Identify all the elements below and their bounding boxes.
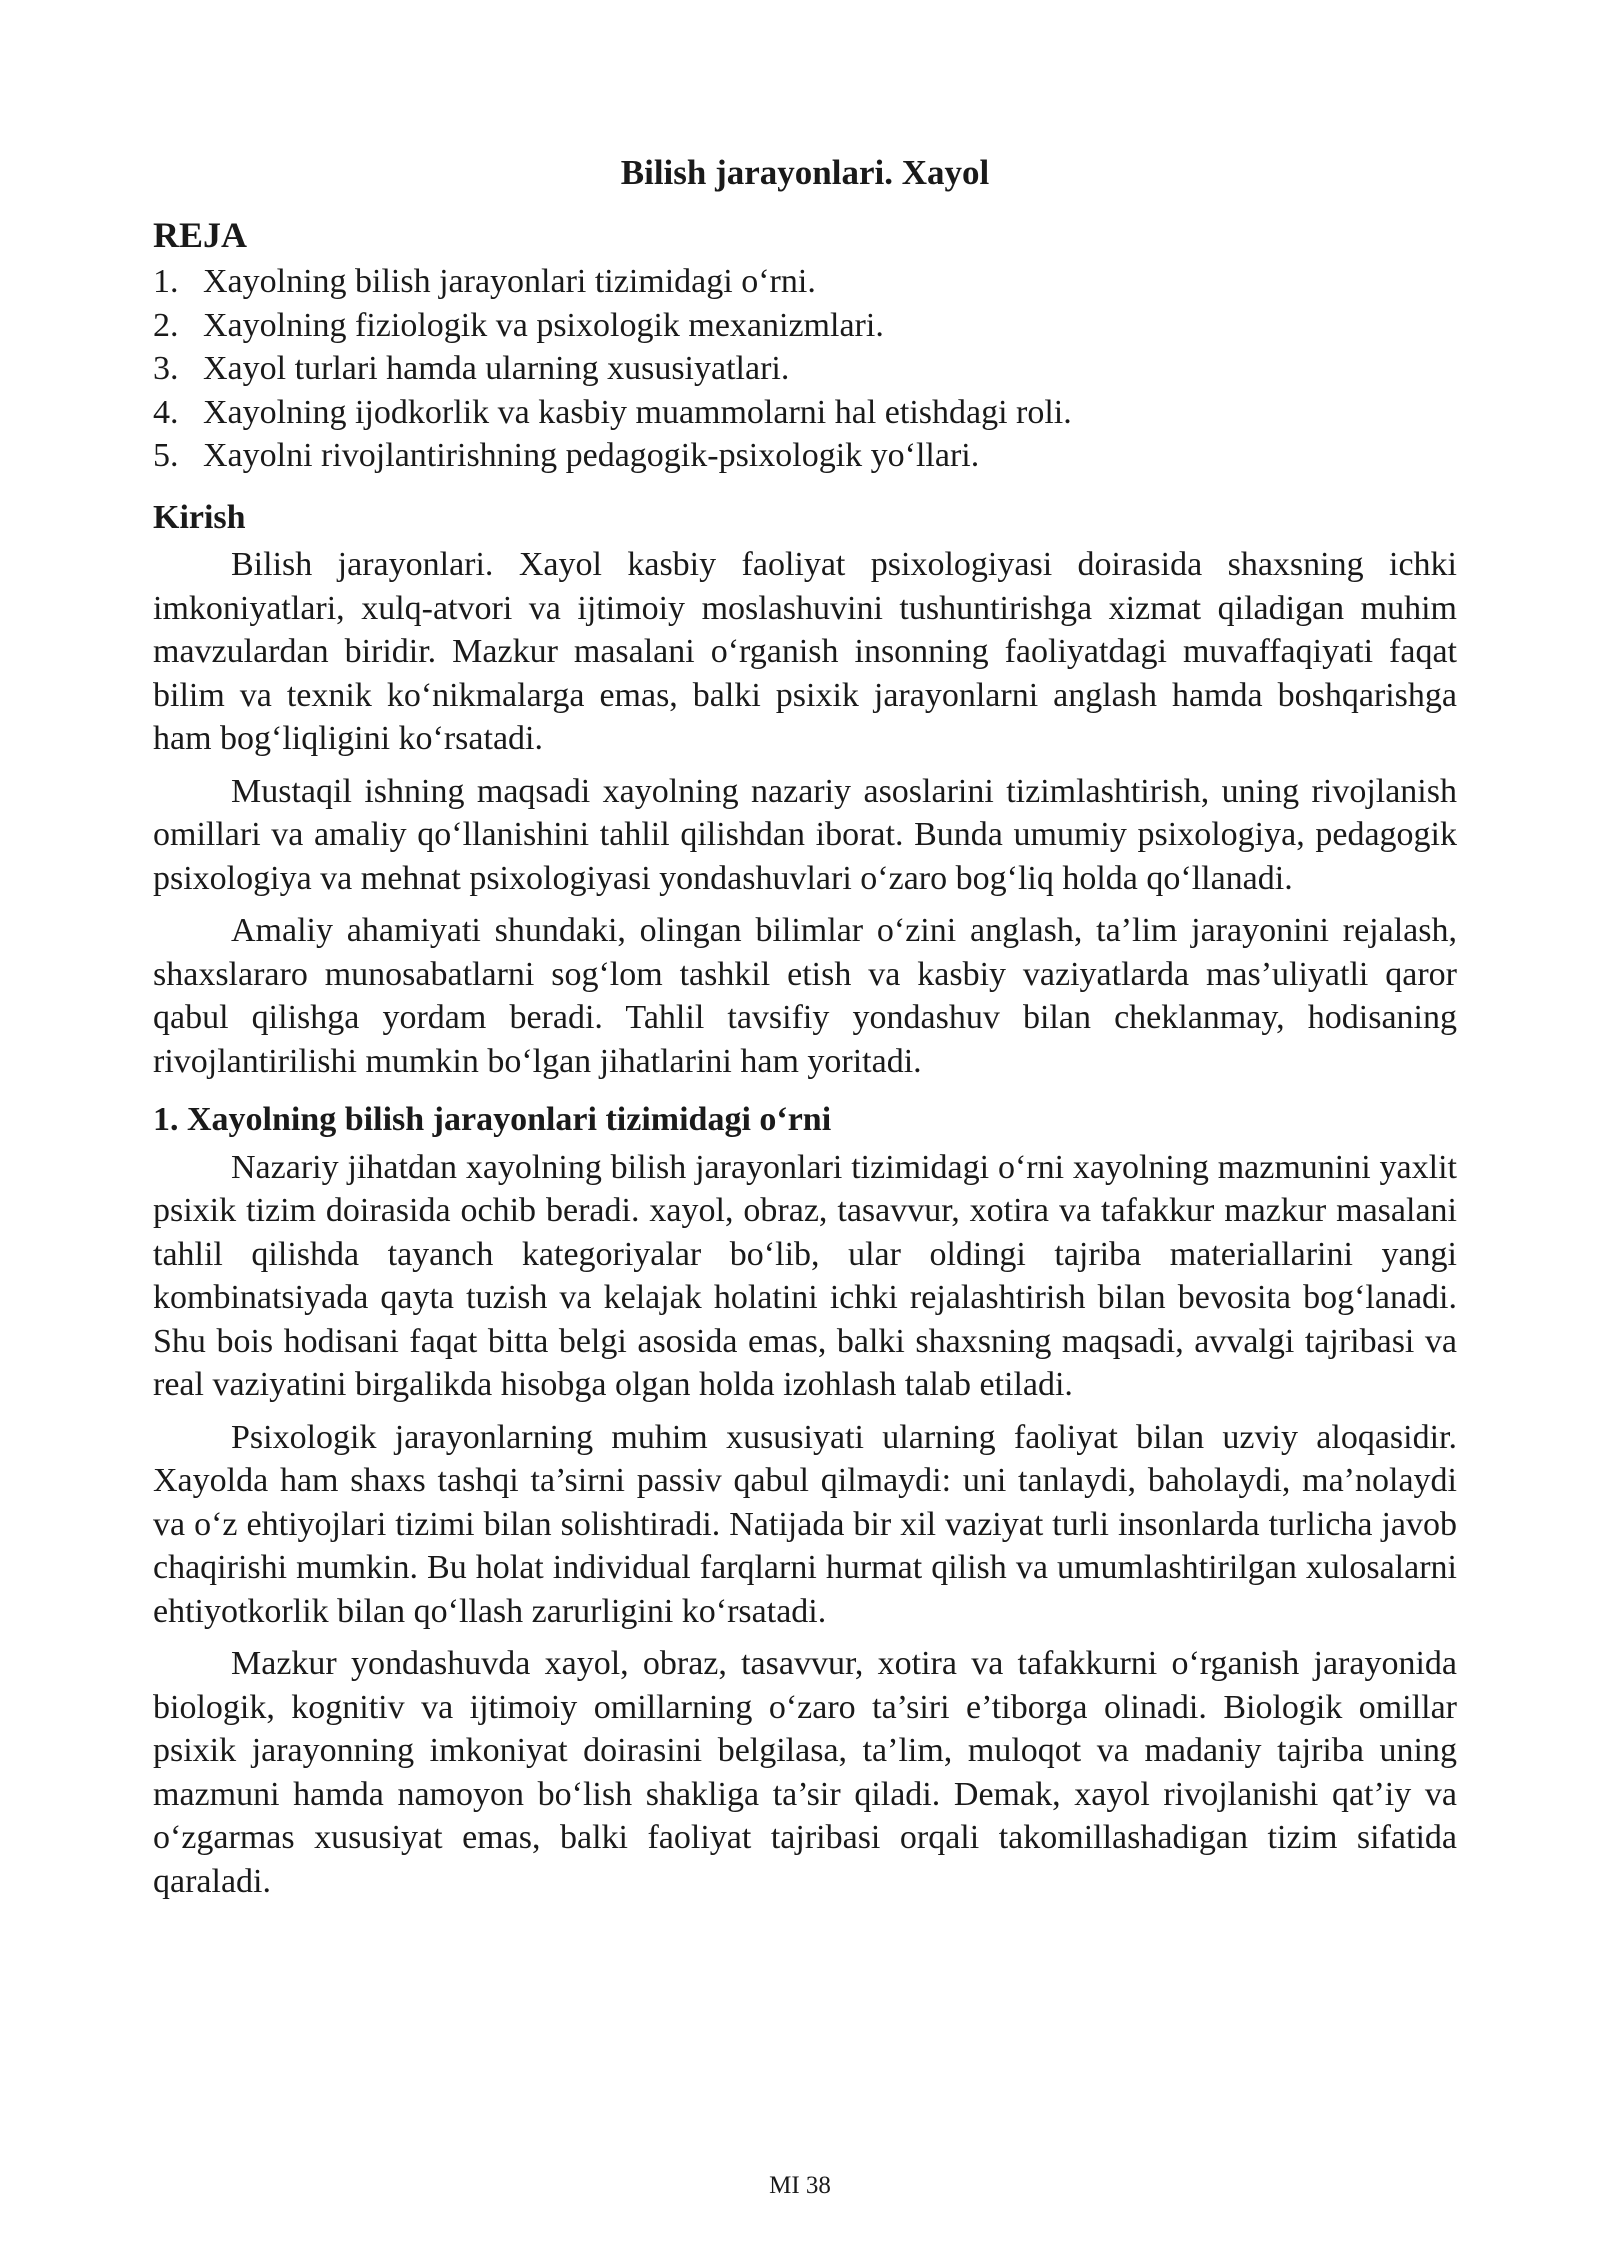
plan-heading: REJA xyxy=(153,215,248,255)
plan-item xyxy=(153,391,1457,435)
plan-item-text: Xayolni rivojlantirishning pedagogik-psixologik yo‘llari. xyxy=(203,437,980,474)
intro-heading: Kirish xyxy=(153,498,246,536)
intro-paragraph: Amaliy ahamiyati shundaki, olingan bilimlar o‘zini anglash, ta’lim jarayonini rejalash, shaxslararo munosabatlarni sog‘lom tashkil etish va kasbiy vaziyatlarda mas’uliyatli qaror qabul qilishga yordam beradi. Tahlil tavsifiy yondashuv bilan cheklanmay, hodisaning rivojlantirilishi mumkin bo‘lgan jihatlarini ham yoritadi. xyxy=(153,912,1457,1080)
plan-item-text: Xayolning fiziologik va psixologik mexanizmlari. xyxy=(203,306,884,344)
plan-item xyxy=(153,434,1457,478)
document-page xyxy=(153,150,1457,1912)
intro-paragraph: Mustaqil ishning maqsadi xayolning nazariy asoslarini tizimlashtirish, uning rivojlanish omillari va amaliy qo‘llanishini tahlil qilishdan iborat. Bunda umumiy psixologiya, pedagogik psixologiya va mehnat psixologiyasi yondashuvlari o‘zaro bog‘liq holda qo‘llanadi. xyxy=(153,772,1457,897)
plan-item-text: Xayolning ijodkorlik va kasbiy muammolarni hal etishdagi roli. xyxy=(203,393,1072,431)
document-title: Bilish jarayonlari. Xayol xyxy=(620,153,990,192)
section-1-paragraph: Nazariy jihatdan xayolning bilish jarayonlari tizimidagi o‘rni xayolning mazmunini yaxlit psixik tizim doirasida ochib beradi. xayol, obraz, tasavvur, xotira va tafakkur mazkur masalani tahlil qilishda tayanch kategoriyalar bo‘lib, ular oldingi tajriba materiallarini yangi kombinatsiyada qayta tuzish va kelajak holatini ichki rejalashtirish bilan bevosita bog‘lanadi. Shu bois hodisani faqat bitta belgi asosida emas, balki shaxsning maqsadi, avvalgi tajribasi va real vaziyatini birgalikda hisobga olgan holda izohlash talab etiladi. xyxy=(153,1148,1457,1403)
plan-item xyxy=(153,347,1457,391)
plan-item-number: 2. xyxy=(153,306,179,344)
plan-item xyxy=(153,260,1457,304)
plan-item-number: 4. xyxy=(153,393,179,431)
plan-item-number: 5. xyxy=(153,437,179,474)
plan-item-number: 3. xyxy=(153,350,179,387)
section-1-paragraph: Mazkur yondashuvda xayol, obraz, tasavvur, xotira va tafakkurni o‘rganish jarayonida biologik, kognitiv va ijtimoiy omillarning o‘zaro ta’siri e’tiborga olinadi. Biologik omillar psixik jarayonning imkoniyat doirasini belgilasa, ta’lim, muloqot va madaniy tajriba uning mazmuni hamda namoyon bo‘lish shakliga ta’sir qiladi. Demak, xayol rivojlanishi qat’iy va o‘zgarmas xususiyat emas, balki faoliyat tajribasi orqali takomillashadigan tizim sifatida qaraladi. xyxy=(153,1645,1457,1900)
section-1-paragraph: Psixologik jarayonlarning muhim xususiyati ularning faoliyat bilan uzviy aloqasidir. Xayolda ham shaxs tashqi ta’sirni passiv qabul qilmaydi: uni tanlaydi, baholaydi, ma’nolaydi va o‘z ehtiyojlari tizimi bilan solishtiradi. Natijada bir xil vaziyat turli insonlarda turlicha javob chaqirishi mumkin. Bu holat individual farqlarni hurmat qilish va umumlashtirilgan xulosalarni ehtiyotkorlik bilan qo‘llash zarurligini ko‘rsatadi. xyxy=(153,1418,1457,1630)
section-1-heading: 1. Xayolning bilish jarayonlari tizimidagi o‘rni xyxy=(153,1101,832,1138)
plan-item xyxy=(153,304,1457,348)
page-number: MI 38 xyxy=(769,2172,831,2199)
plan-item-text: Xayol turlari hamda ularning xususiyatlari. xyxy=(203,350,790,387)
plan-item-text: Xayolning bilish jarayonlari tizimidagi o‘rni. xyxy=(203,263,816,300)
plan-list xyxy=(153,260,1457,478)
intro-paragraph: Bilish jarayonlari. Xayol kasbiy faoliyat psixologiyasi doirasida shaxsning ichki imkoniyatlari, xulq-atvori va ijtimoiy moslashuvini tushuntirishga xizmat qiladigan muhim mavzulardan biridir. Mazkur masalani o‘rganish insonning faoliyatdagi muvaffaqiyati faqat bilim va texnik ko‘nikmalarga emas, balki psixik jarayonlarni anglash hamda boshqarishga ham bog‘liqligini ko‘rsatadi. xyxy=(153,546,1457,757)
plan-item-number: 1. xyxy=(153,263,179,300)
